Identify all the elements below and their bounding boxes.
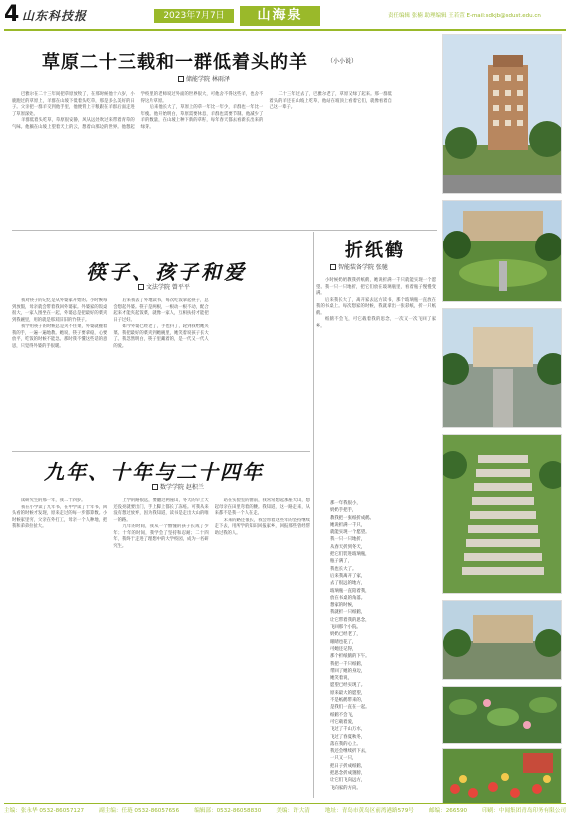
campus-road-illustration	[443, 601, 562, 680]
article4-byline	[330, 262, 388, 271]
article3-body	[12, 498, 310, 796]
footer-divider	[4, 803, 566, 804]
poem-line: 我一只一只地折，	[330, 537, 366, 543]
poem-line: 我就折一只纸鹤，	[330, 610, 366, 616]
poem-line: 从春天折到冬天，	[330, 544, 366, 550]
poem-line: 教我把一张纸折成鹤。	[330, 515, 374, 521]
article4-body	[316, 278, 436, 498]
article1-paragraph: 二十三年过去了，巴雅尔老了，草原又绿了起来。那一群低着头的羊还在山坡上吃草，他站在坡顶上看着它们，就像看着自己这一辈子。	[269, 92, 392, 111]
poem-line: 让它带着我的思念，	[330, 617, 370, 623]
article1-byline	[178, 74, 230, 83]
poem-line: 纸鹤不会飞，	[330, 712, 357, 718]
page-footer	[4, 806, 566, 818]
column-divider	[313, 232, 314, 798]
poem-line: 我也长大了。	[330, 566, 357, 572]
header-divider	[4, 29, 566, 31]
poem-line: 后来我离开了家，	[330, 573, 366, 579]
campus-stairs-illustration	[443, 435, 562, 594]
issue-date: 2023年7月7日	[154, 9, 234, 23]
article4-title: 折纸鹤	[345, 240, 405, 261]
byline-box-icon	[152, 484, 158, 490]
poem-line: 把日子折成纸鹤，	[330, 763, 366, 769]
article2-author: 文法学院 曾平平	[146, 284, 190, 291]
poem-line: 想家的时候，	[330, 603, 357, 609]
article3-paragraph: 读研究生的那一年，我二十四岁。	[21, 498, 86, 503]
poem-line: 就能实现一个愿望。	[330, 530, 370, 536]
poem-line: 去了很远的地方，	[330, 581, 366, 587]
section-divider	[12, 230, 437, 231]
poem-line: 飞过了春夏秋冬，	[330, 734, 366, 740]
poem-line: 奶奶手把手，	[330, 508, 357, 514]
printer: 印刷：中闻集团青岛印务有限公司	[482, 808, 566, 814]
article2-paragraph: 我学用筷子的时候总是夹不住菜，外婆就握着我的手，一遍一遍地教。她说，筷子要拿稳，心要放平，吃饭的时候不能急。那时我不懂这些话的意思，只觉得外婆的手很暖。	[12, 324, 108, 349]
poem-lines	[330, 500, 430, 798]
article1-subtitle: （小小说）	[327, 58, 358, 65]
article2-paragraph: 如今外婆已经老了，手也抖了，轮到我给她夹菜。我把最好的菜夹到她碗里，她笑着说孩子长大了。我忽然明白，筷子里藏着的，是一代又一代人的爱。	[113, 324, 209, 349]
article1-paragraph: 羊群低着头吃草，草原很安静，风从远处吹过来带着青草的气味。他躺在山坡上望着天上的云，想着山那边的世界。他想起学校里的老师说过外面的世界很大，可他舍不得这些羊，也舍不得这片草原。	[12, 92, 264, 130]
deputy-editor: 副主编：任琏 0532-86057656	[99, 808, 180, 814]
campus-building-illustration	[443, 35, 562, 194]
byline-box-icon	[330, 264, 336, 270]
poem-line: 飞回那个小院。	[330, 625, 361, 631]
poem-line: 原来最大的愿望，	[330, 690, 366, 696]
poem-line: 奶奶已经老了，	[330, 632, 361, 638]
campus-plaza-photo	[442, 308, 562, 428]
campus-stairs-photo	[442, 434, 562, 594]
chief-editor: 主编：张永华 0532-86057127	[4, 808, 85, 814]
editors-credit: 责任编辑 张楠 助理编辑 王若萱 E-mail:sdkjb@sdust.edu.cn	[388, 13, 541, 19]
flower-bed-illustration	[443, 749, 562, 804]
poem-line: 瓶子满了，	[330, 559, 352, 565]
section-title: 山海泉	[240, 6, 320, 26]
campus-garden-illustration	[443, 201, 562, 302]
article3-paragraph: 站在实验室的窗前，我常常想起那座大山，想起母亲在田里弯着的腰。我知道，这一路走来，从来都不是我一个人在走。	[214, 498, 310, 516]
poem-line: 那一年我很小，	[330, 501, 361, 506]
article1-body	[12, 92, 392, 224]
article3-paragraph: 上学的路很远，要翻过两座山，冬天的早上天还没亮就要出门，手上脚上都长了冻疮。可我从来没有想过放弃，因为我知道，读书是走出大山的唯一的路。	[113, 498, 209, 523]
article3-title: 九年、十年与二十四年	[44, 460, 264, 484]
poem-line: 一只又一只，	[330, 756, 357, 762]
article2-title: 筷子、孩子和爱	[86, 260, 247, 284]
zip-code: 邮编：266590	[428, 808, 468, 814]
lotus-pond-photo	[442, 686, 562, 744]
article3-author: 数学学院 赵积兰	[160, 484, 204, 491]
article1-author: 储能学院 林雨泽	[186, 76, 230, 83]
lotus-pond-illustration	[443, 687, 562, 744]
section-divider	[12, 451, 310, 452]
poem-line: 飞过了千山万水，	[330, 727, 366, 733]
article1-paragraph: 巴雅尔在二十三年间把草原放牧了，在那时候他十六岁，小鹿跑过的草原上，羊群在山坡下低着头吃草，那是多么美好的日子。父亲把一群羊交到他手里，他便背上干粮跟在羊群后面走进了草原深处。	[12, 92, 135, 117]
page-header	[4, 3, 566, 29]
byline-box-icon	[138, 284, 144, 290]
byline-box-icon	[178, 76, 184, 82]
campus-road-photo	[442, 600, 562, 680]
poem-line: 飞向家的方向。	[330, 785, 361, 791]
poem-line: 让它们飞向远方，	[330, 778, 366, 784]
campus-building-photo	[442, 34, 562, 194]
poem-line: 把它们装进玻璃瓶，	[330, 552, 370, 558]
poem-line: 那个折纸鹤的下午。	[330, 654, 370, 660]
poem-line: 玻璃瓶一直陪着我，	[330, 588, 370, 594]
newspaper-name: 山东科技报	[22, 9, 88, 23]
article1-paragraph: 后来他长大了，草原上的草一年比一年少，羊群也一年比一年瘦。他开始明白，草原需要休息，羊群也需要节制。他减少了羊的数量，在山坡上种下新的草籽，每年春天都去看新长出来的绿芽。	[140, 105, 264, 130]
campus-garden-photo	[442, 200, 562, 302]
photo-column	[442, 34, 562, 804]
poem-line: 我还会继续折下去，	[330, 749, 370, 755]
article2-paragraph: 后来我去了外地读书，每次吃饭拿起筷子，总会想起外婆。筷子是两根，一根动一根不动，配合起来才能夹起饭菜，就像一家人，互相扶持才能把日子过好。	[113, 298, 209, 323]
article1-title: 草原二十三载和一群低着头的羊	[42, 52, 308, 73]
article2-byline	[138, 282, 190, 291]
poem-line: 可它载着爱，	[330, 719, 357, 725]
article4-paragraph: 纸鹤不会飞，可它载着我的思念，一次又一次飞回了家乡。	[316, 317, 436, 329]
address: 地址：青岛市黄岛区前湾港路579号	[324, 808, 414, 814]
campus-plaza-illustration	[443, 309, 562, 428]
article2-paragraph: 我对筷子的记忆是从外婆家开始的。小时候每到放假，母亲就会带着我回外婆家。外婆家的饭桌很大，一家人围坐在一起，外婆总是把最好的菜夹到我碗里，用的就是那双旧旧的竹筷子。	[12, 298, 108, 323]
layout-editor: 美编：许大清	[276, 808, 310, 814]
article4-paragraph: 后来我长大了，离开家去远方读书，那个玻璃瓶一直放在我的书桌上。每次想家的时候，我就拿出一张彩纸，折一只纸鹤。	[316, 297, 436, 316]
poem-line: 落在我的心上。	[330, 741, 361, 747]
poem-line: 可她还记得，	[330, 646, 357, 652]
page-number: 4	[4, 2, 20, 27]
poem-line: 她说折满一千只，	[330, 522, 366, 528]
poem-line: 我把一千只纸鹤，	[330, 661, 366, 667]
poem-line: 是我们一直在一起。	[330, 705, 370, 711]
poem-line: 带回了她的身边，	[330, 668, 366, 674]
poem-line: 愿望已经实现了。	[330, 683, 366, 689]
article2-body	[12, 298, 310, 448]
article4-author: 智能装备学院 张驰	[338, 264, 388, 271]
poem-line: 放在书桌的角落。	[330, 595, 366, 601]
article3-paragraph: 我在小学读了九年书，在中学读了十年书，回头看的时候才发现，原来走过的每一步都算数。小时候家里穷，父亲在外打工，母亲一个人种地，把我和弟弟拉扯大。	[12, 504, 108, 529]
article3-paragraph: 未来的路还很长，我会带着这些年的坚持继续走下去，用所学的知识回报家乡，回报那些曾经帮助过我的人。	[214, 517, 310, 536]
flower-bed-photo	[442, 748, 562, 804]
poem-line: 她笑着说，	[330, 676, 352, 682]
editorial-desk: 编辑部：0532-86058830	[194, 808, 262, 814]
article3-paragraph: 九年的时间，我从一个懵懂的孩子长成了少年；十年的时间，我学会了坚持和忍耐；二十四年，我终于走进了理想中的大学校园，成为一名研究生。	[113, 524, 209, 549]
poem-line: 把思念折成翅膀，	[330, 770, 366, 776]
poem-line: 眼睛也花了，	[330, 639, 357, 645]
poem-line: 不是纸鹤带来的，	[330, 698, 366, 704]
article3-byline	[152, 482, 204, 491]
article4-paragraph: 小时候奶奶教我折纸鹤，她说折满一千只就能实现一个愿望。我一只一只地折，把它们放在玻璃瓶里，看着瓶子慢慢变满。	[316, 278, 436, 296]
